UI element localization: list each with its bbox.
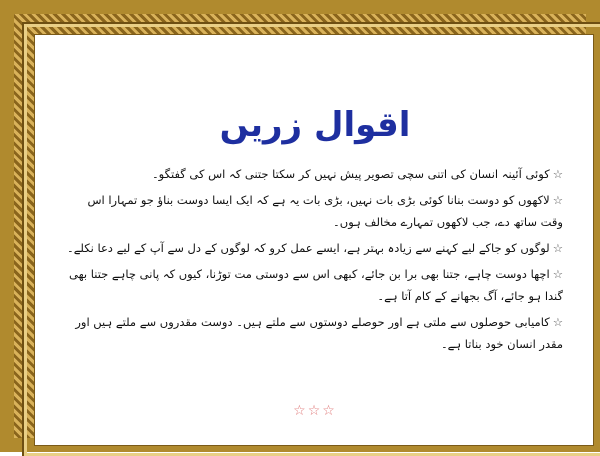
quote-item: [63, 163, 563, 185]
quote-item: [63, 189, 563, 233]
quote-text: لاکھوں کو دوست بنانا کوئی بڑی بات نہیں، بڑی بات یہ ہے کہ ایک ایسا دوست بناؤ جو تمہارا اس وقت ساتھ دے، جب لاکھوں تمہارے مخالف ہوں۔: [87, 193, 563, 229]
quote-item: [63, 311, 563, 355]
quote-text: کوئی آئینہ انسان کی اتنی سچی تصویر پیش نہیں کر سکتا جتنی کہ اس کی گفتگو۔: [151, 167, 550, 181]
quote-item: [63, 237, 563, 259]
star-bullet-icon: ☆: [552, 241, 563, 255]
star-bullet-icon: ☆: [552, 315, 563, 329]
quote-text: اچھا دوست چاہے، جتنا بھی برا بن جائے، کبھی اس سے دوستی مت توڑنا، کیوں کہ پانی چاہے جتنا بھی گندا ہو جائے، آگ بجھانے کے کام آتا ہے۔: [68, 267, 563, 303]
page-title: اقوال زریں: [219, 105, 411, 145]
quote-text: کامیابی حوصلوں سے ملتی ہے اور حوصلے دوستوں سے ملتے ہیں۔ دوست مقدروں سے ملتے ہیں اور مقدر انسان خود بناتا ہے۔: [75, 315, 563, 351]
content-panel: [34, 34, 594, 446]
star-bullet-icon: ☆: [552, 267, 563, 281]
quote-item: [63, 263, 563, 307]
quote-text: لوگوں کو جاکے لیے کہنے سے زیادہ بہتر ہے، ایسے عمل کرو کہ لوگوں کے دل سے آپ کے لیے دعا نکلے۔: [66, 241, 550, 255]
star-bullet-icon: ☆: [552, 167, 563, 181]
quotes-list: [63, 163, 563, 359]
footer-stars: ☆☆☆: [293, 403, 337, 419]
star-bullet-icon: ☆: [552, 193, 563, 207]
